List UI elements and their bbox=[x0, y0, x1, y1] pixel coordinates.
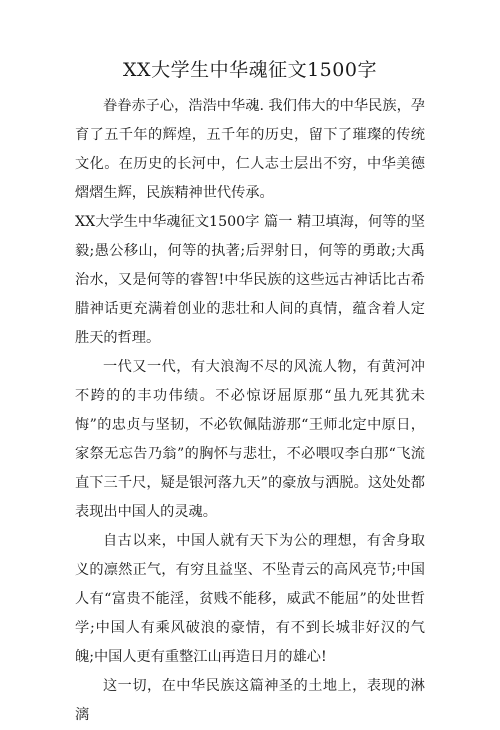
paragraph-5: 这一切，在中华民族这篇神圣的土地上，表现的淋漓 bbox=[75, 678, 425, 723]
paragraph-4: 自古以来，中国人就有天下为公的理想，有舍身取义的凛然正气，有穷且益坚、不坠青云的高风亮节;中国人有“富贵不能淫，贫贱不能移，威武不能屈”的处世哲学;中国人有乘风破浪的豪情，有不到长城非好汉的气魄;中国人更有重整江山再造日月的雄心! bbox=[75, 533, 425, 665]
paragraph-3: 一代又一代，有大浪淘不尽的风流人物，有黄河冲不跨的的丰功伟绩。不必惊讶屈原那“虽九死其犹未悔”的忠贞与坚韧，不必钦佩陆游那“王师北定中原日，家祭无忘告乃翁”的胸怀与悲壮，不必喂叹李白那“飞流直下三千尺，疑是银河落九天”的豪放与洒脱。这处处都表现出中国人的灵魂。 bbox=[75, 359, 425, 520]
paragraph-2: XX大学生中华魂征文1500字 篇一 精卫填海，何等的坚毅;愚公移山，何等的执著;后羿射日，何等的勇敢;大禹治水，又是何等的睿智!中华民族的这些远古神话比古希腊神话更充满着创业的悲壮和人间的真情，蕴含着人定胜天的哲理。 bbox=[75, 214, 425, 346]
document-title: XX大学生中华魂征文1500字 bbox=[123, 59, 377, 81]
document-body bbox=[75, 92, 425, 730]
paragraph-1: 眷眷赤子心，浩浩中华魂. 我们伟大的中华民族，孕育了五千年的辉煌，五千年的历史，留下了璀璨的传统文化。在历史的长河中，仁人志士层出不穷，中华美德熠熠生辉，民族精神世代传承。 bbox=[75, 98, 425, 201]
